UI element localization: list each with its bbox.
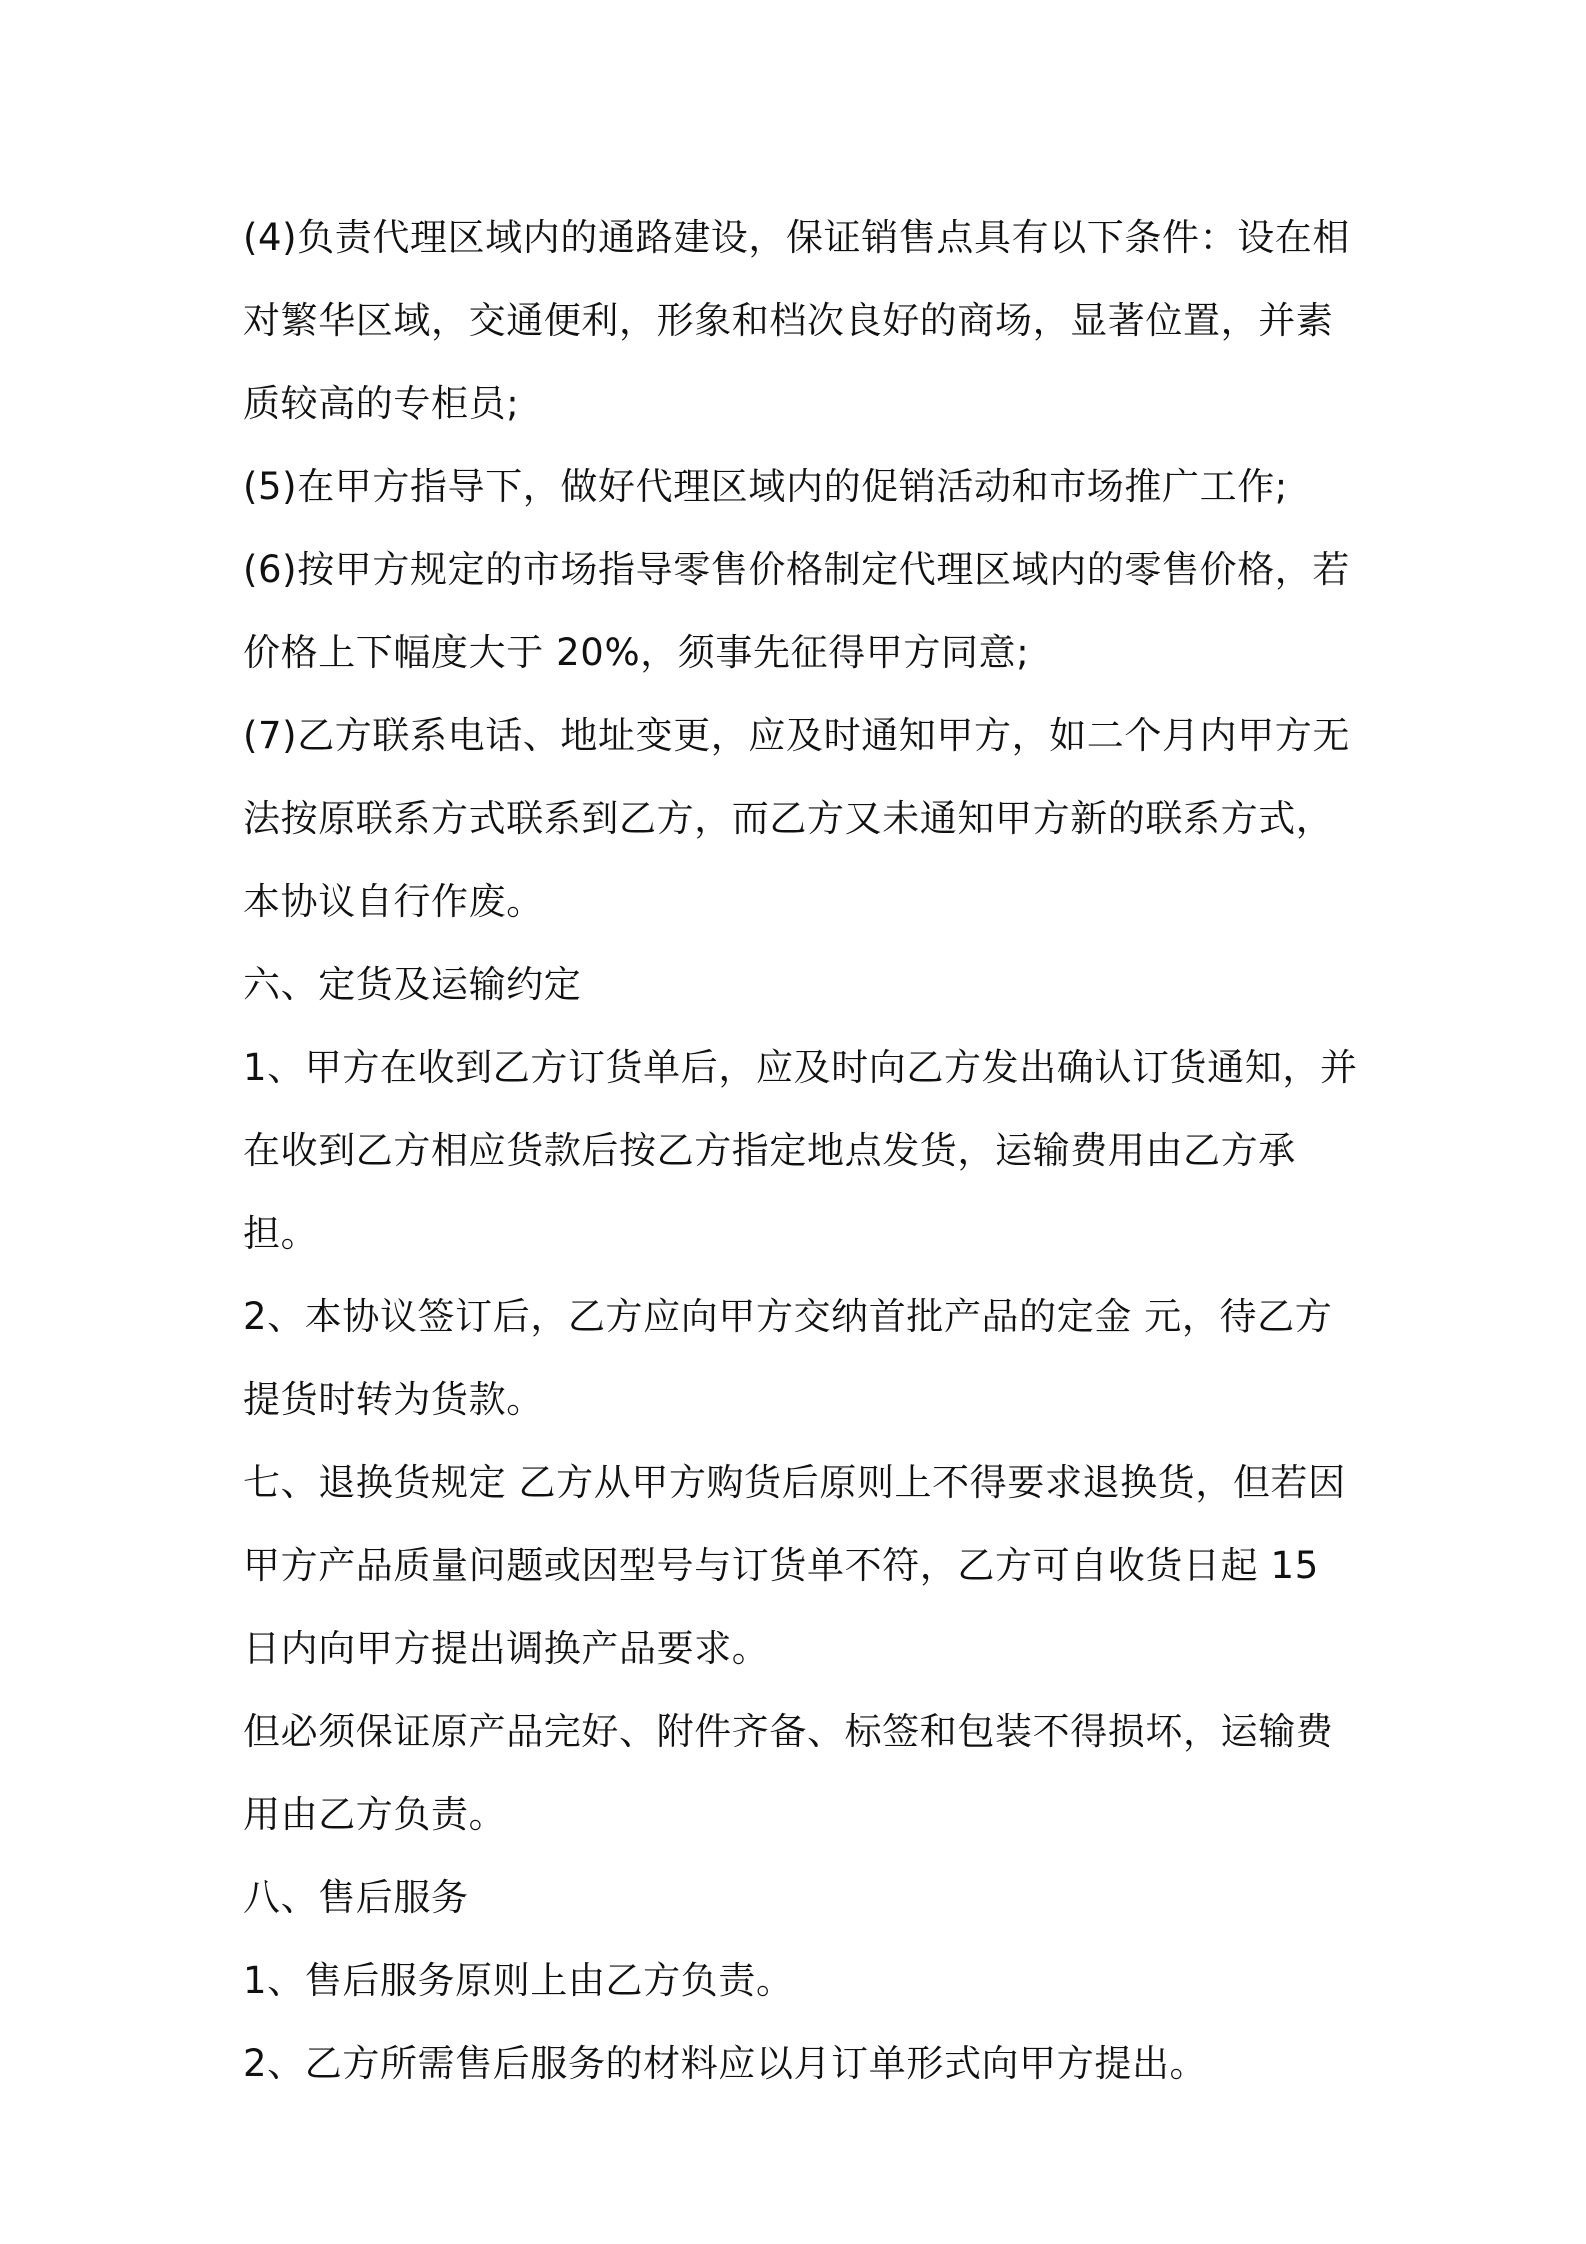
section-7-condition-paragraph: 但必须保证原产品完好、附件齐备、标签和包装不得损坏，运输费用由乙方负责。 [243, 1710, 1334, 1836]
clause-4-paragraph: (4)负责代理区域内的通路建设，保证销售点具有以下条件：设在相对繁华区域，交通便利，形象和档次良好的商场，显著位置，并素质较高的专柜员; [243, 216, 1351, 425]
section-6-item-1: 1、甲方在收到乙方订货单后，应及时向乙方发出确认订货通知，并在收到乙方相应货款后按乙方指定地点发货，运输费用由乙方承担。 [243, 1046, 1358, 1255]
section-8-item-1: 1、售后服务原则上由乙方负责。 [243, 1959, 794, 2002]
document-body [243, 196, 1363, 2105]
clause-5-paragraph: (5)在甲方指导下，做好代理区域内的促销活动和市场推广工作; [243, 465, 1288, 508]
clause-6-paragraph: (6)按甲方规定的市场指导零售价格制定代理区域内的零售价格，若价格上下幅度大于 20%，须事先征得甲方同意; [243, 548, 1351, 674]
section-6-heading: 六、定货及运输约定 [243, 963, 582, 1006]
section-8-heading: 八、售后服务 [243, 1876, 469, 1919]
section-7-paragraph: 七、退换货规定 乙方从甲方购货后原则上不得要求退换货，但若因甲方产品质量问题或因型号与订货单不符，乙方可自收货日起 15 日内向甲方提出调换产品要求。 [243, 1461, 1346, 1670]
clause-7-paragraph: (7)乙方联系电话、地址变更，应及时通知甲方，如二个月内甲方无法按原联系方式联系到乙方，而乙方又未通知甲方新的联系方式，本协议自行作废。 [243, 714, 1351, 923]
section-6-item-2: 2、本协议签订后，乙方应向甲方交纳首批产品的定金 元，待乙方提货时转为货款。 [243, 1295, 1333, 1421]
section-8-item-2: 2、乙方所需售后服务的材料应以月订单形式向甲方提出。 [243, 2042, 1208, 2085]
